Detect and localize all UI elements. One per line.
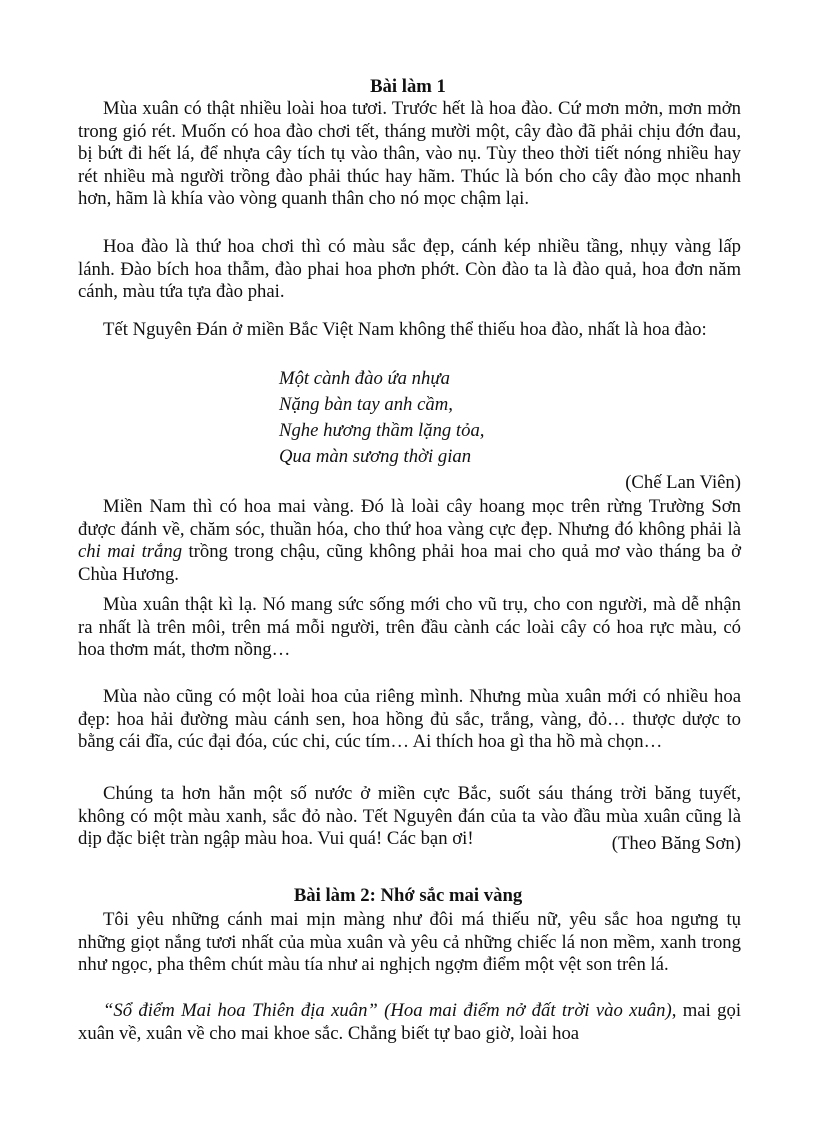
essay1-paragraph-5: Mùa xuân thật kì lạ. Nó mang sức sống mới cho vũ trụ, cho con người, mà dễ nhận ra nhất là trên môi, trên má mỗi người, trên đầu cành các loài cây có hoa rực màu, có hoa thơm mát, thơm nồng… — [78, 594, 741, 660]
essay2-paragraph-1: Tôi yêu những cánh mai mịn màng như đôi má thiếu nữ, yêu sắc hoa ngưng tụ những giọt nắng tươi nhất của mùa xuân và yêu cả những chiếc lá non mềm, xanh trong như ngọc, pha thêm chút màu tía như ai nghịch ngợm điểm một vệt son trên lá. — [78, 909, 741, 975]
essay1-paragraph-3: Tết Nguyên Đán ở miền Bắc Việt Nam không thể thiếu hoa đào, nhất là hoa đào: — [103, 319, 707, 340]
essay1-paragraph-7: Chúng ta hơn hẳn một số nước ở miền cực Bắc, suốt sáu tháng trời băng tuyết, không có một màu xanh, sắc đỏ nào. Tết Nguyên đán của ta vào đầu mùa xuân cũng là dịp đặc biệt tràn ngập màu hoa. Vui quá! Các bạn ơi! — [78, 783, 741, 849]
poem-line: Một cành đào ứa nhựa — [279, 368, 450, 389]
essay1-paragraph-4: Miền Nam thì có hoa mai vàng. Đó là loài cây hoang mọc trên rừng Trường Sơn được đánh về, chăm sóc, thuần hóa, cho thứ hoa vàng cực đẹp. Nhưng đó không phải là chi mai trắng trồng trong chậu, cũng không phải hoa mai cho quả mơ vào tháng ba ở Chùa Hương. — [78, 496, 742, 585]
italic-quote: “Sổ điểm Mai hoa Thiên địa xuân” (Hoa mai điểm nở đất trời vào xuân) — [103, 1000, 672, 1021]
poem-line: Nghe hương thầm lặng tỏa, — [279, 420, 485, 441]
essay1-title: Bài làm 1 — [370, 76, 446, 97]
essay1-paragraph-2: Hoa đào là thứ hoa chơi thì có màu sắc đẹp, cánh kép nhiều tầng, nhụy vàng lấp lánh. Đào bích hoa thẫm, đào phai hoa phơn phớt. Còn đào ta là đào quả, hoa đơn năm cánh, màu tứa tựa đào phai. — [78, 236, 741, 302]
poem — [279, 368, 484, 472]
poem-author: (Chế Lan Viên) — [625, 472, 741, 493]
essay2-paragraph-2: “Sổ điểm Mai hoa Thiên địa xuân” (Hoa mai điểm nở đất trời vào xuân), mai gọi xuân về, xuân về cho mai khoe sắc. Chẳng biết tự bao giờ, loài hoa — [78, 1000, 742, 1044]
essay2-title: Bài làm 2: Nhớ sắc mai vàng — [293, 885, 523, 906]
essay1-source: (Theo Băng Sơn) — [611, 833, 741, 854]
poem-line: Qua màn sương thời gian — [279, 446, 472, 467]
poem-line: Nặng bàn tay anh cầm, — [279, 394, 453, 415]
italic-phrase: chi mai trắng — [78, 541, 183, 562]
essay1-paragraph-1: Mùa xuân có thật nhiều loài hoa tươi. Trước hết là hoa đào. Cứ mơn mởn, mơn mởn trong gió rét. Muốn có hoa đào chơi tết, tháng mười một, cây đào đã phải chịu đớn đau, bị bứt đi hết lá, để nhựa cây tích tụ vào thân, vào nụ. Tùy theo thời tiết nóng nhiều hay rét nhiều mà người trồng đào phải thúc hay hãm. Thúc là bón cho cây đào mọc nhanh hơn, hãm là khía vào vòng quanh thân cho nó mọc chậm lại. — [78, 98, 741, 209]
essay1-paragraph-6: Mùa nào cũng có một loài hoa của riêng mình. Nhưng mùa xuân mới có nhiều hoa đẹp: hoa hải đường màu cánh sen, hoa hồng đủ sắc, trắng, vàng, đỏ… thược dược to bằng cái đĩa, cúc đại đóa, cúc chi, cúc tím… Ai thích hoa gì tha hồ mà chọn… — [78, 686, 741, 752]
